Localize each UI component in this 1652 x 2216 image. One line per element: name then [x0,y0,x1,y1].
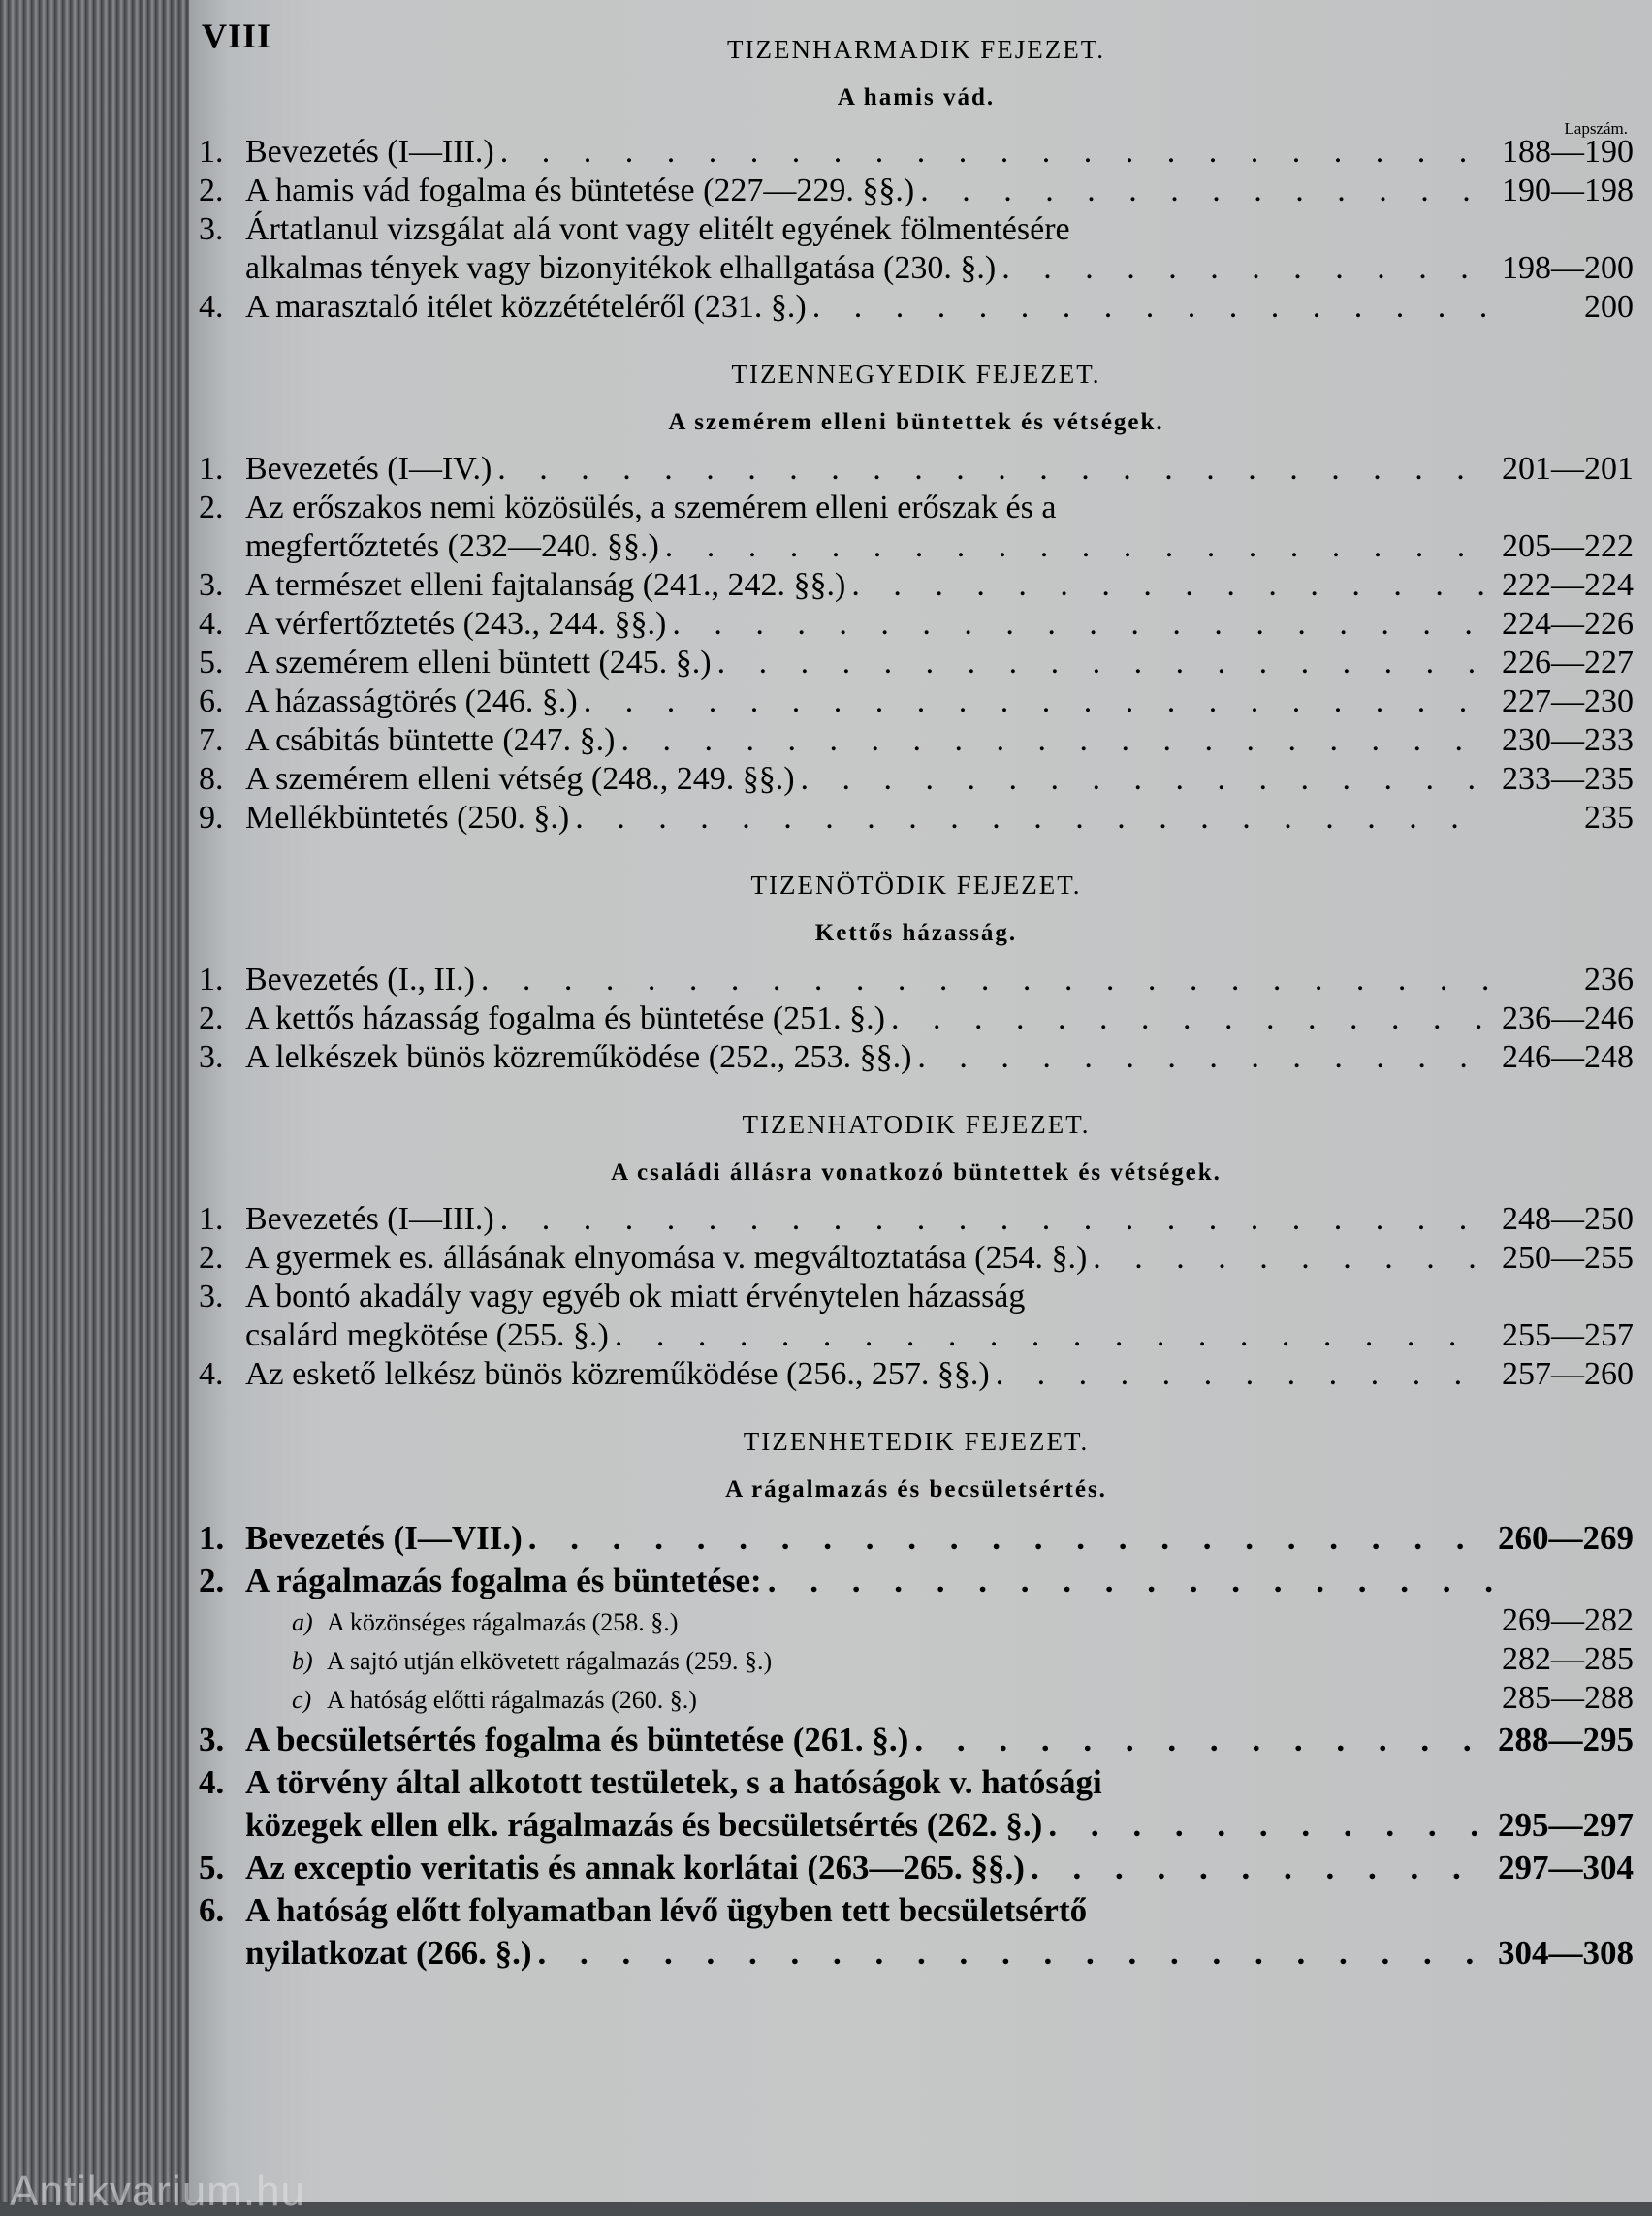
dot-leader [497,450,1492,489]
entry-pages: 236—246 [1502,1000,1634,1036]
entry-title: Az exceptio veritatis és annak korlátai (263—265. §§.) [245,1849,1025,1886]
chapter-block [199,871,1634,1077]
entry-number: 6. [199,683,224,719]
entry-number: 3. [199,567,224,603]
section-title: A családi állásra vonatkozó büntettek és vétségek. [611,1159,1222,1186]
column-header: Lapszám. [1564,119,1628,138]
section-title: A szemérem elleni büntettek és vétségek. [668,409,1164,435]
entry-title: A vérfertőztetés (243., 244. §§.) [245,606,667,642]
subentry-pages: 269—282 [1502,1602,1634,1638]
entry-pages: 222—224 [1502,567,1634,603]
dot-leader [914,1719,1492,1761]
dot-leader [584,682,1492,721]
subentry-letter: b) [292,1647,313,1675]
toc-entry [199,1038,1634,1077]
subentry-pages: 285—288 [1502,1680,1634,1716]
entry-pages: 188—190 [1502,134,1634,170]
entry-title: Mellékbüntetés (250. §.) [245,800,570,836]
dot-leader [1048,1804,1492,1847]
entry-title: A szemérem elleni büntett (245. §.) [245,645,712,681]
dot-leader [672,605,1492,644]
chapter-title: TIZENHARMADIK FEJEZET. [727,35,1105,64]
entry-title: A bontó akadály vagy egyéb ok miatt érvénytelen házasság [245,1279,1026,1314]
section-title: A hamis vád. [837,84,996,111]
entry-pages: 226—227 [1502,645,1634,681]
entry-title: A hatóság előtt folyamatban lévő ügyben tett becsületsértő [245,1891,1088,1929]
chapter-title: TIZENHETEDIK FEJEZET. [743,1427,1090,1456]
entry-title: A természet elleni fajtalanság (241., 242. §§.) [245,567,846,603]
dot-leader [500,133,1492,172]
entry-number: 2. [199,1562,225,1599]
entry-number: 4. [199,606,224,642]
chapter-block [199,1427,1634,1975]
chapter-title: TIZENNEGYEDIK FEJEZET. [731,360,1101,389]
entry-pages: 260—269 [1498,1519,1634,1557]
entry-title: Az erőszakos nemi közösülés, a szemérem elleni erőszak és a [245,490,1057,525]
chapter-title: TIZENHATODIK FEJEZET. [742,1110,1091,1139]
entry-pages: 255—257 [1502,1317,1634,1353]
entry-number: 2. [199,173,224,208]
dot-leader [1093,1239,1492,1278]
toc-entry [199,1200,1634,1239]
dot-leader [812,288,1492,327]
toc-entry-continuation [199,1316,1634,1355]
entry-number: 1. [199,134,224,170]
entry-number: 1. [199,451,224,487]
entry-number: 4. [199,1356,224,1392]
entry-pages: 236 [1584,962,1634,997]
entry-title-continued: csalárd megkötése (255. §.) [245,1317,609,1353]
entry-pages: 246—248 [1502,1039,1634,1075]
toc-entry [199,760,1634,799]
toc-entry [199,133,1634,172]
entry-pages: 235 [1584,800,1634,836]
subentry-pages: 282—285 [1502,1641,1634,1677]
entry-pages: 224—226 [1502,606,1634,642]
entry-pages: 297—304 [1498,1849,1634,1886]
toc-entry [199,644,1634,682]
toc-entry [199,1889,1634,1932]
toc-entry-continuation [199,527,1634,566]
chapter-title: TIZENÖTÖDIK FEJEZET. [750,871,1082,900]
dot-leader [891,999,1492,1038]
entry-number: 6. [199,1891,225,1929]
toc-subentry [199,1680,1634,1719]
entry-title: A becsületsértés fogalma és büntetése (261. §.) [245,1721,909,1758]
toc-entry [199,1517,1634,1560]
entry-pages: 201—201 [1502,451,1634,487]
book-page-edges [0,0,189,2202]
entry-title: A hamis vád fogalma és büntetése (227—229. §§.) [245,173,915,208]
entry-title: A törvény által alkotott testületek, s a hatóságok v. hatósági [245,1763,1102,1801]
dot-leader [481,961,1492,999]
entry-pages: 257—260 [1502,1356,1634,1392]
watermark: Antikvarium.hu [10,2168,306,2215]
dot-leader [1001,249,1492,288]
entry-number: 3. [199,1279,224,1314]
dot-leader [920,172,1492,210]
toc-entry [199,1278,1634,1316]
entry-number: 1. [199,962,224,997]
subentry-title: A sajtó utján elkövetett rágalmazás (259. §.) [327,1647,773,1675]
entry-title-continued: megfertőztetés (232—240. §§.) [245,528,659,564]
entry-title: A kettős házasság fogalma és büntetése (251. §.) [245,1000,885,1036]
entry-number: 3. [199,1039,224,1075]
section-title: A rágalmazás és becsületsértés. [725,1476,1107,1503]
entry-number: 2. [199,1000,224,1036]
subentry-letter: c) [292,1686,312,1714]
toc-entry [199,1560,1634,1602]
dot-leader [996,1355,1492,1394]
entry-number: 3. [199,211,224,247]
toc-subentry [199,1641,1634,1680]
entry-pages: 248—250 [1502,1201,1634,1237]
entry-title: Bevezetés (I—IV.) [245,451,492,487]
entry-title: Bevezetés (I—VII.) [245,1519,523,1557]
entry-pages: 198—200 [1502,250,1634,286]
entry-title: Bevezetés (I., II.) [245,962,475,997]
subentry-title: A hatóság előtti rágalmazás (260. §.) [327,1686,697,1714]
entry-title: A szemérem elleni vétség (248., 249. §§.) [245,761,795,797]
dot-leader [851,566,1492,605]
dot-leader [528,1517,1492,1560]
subentry-letter: a) [292,1608,313,1636]
subentry-title: A közönséges rágalmazás (258. §.) [327,1608,679,1636]
toc-entry-continuation [199,249,1634,288]
entry-number: 8. [199,761,224,797]
entry-number: 2. [199,1240,224,1276]
toc-entry [199,1761,1634,1804]
entry-title: A marasztaló itélet közzétételéről (231. §.) [245,289,807,325]
dot-leader [615,1316,1492,1355]
dot-leader [768,1560,1492,1602]
section-title: Kettős házasság. [814,920,1018,946]
entry-title: Bevezetés (I—III.) [245,1201,494,1237]
entry-title: Az eskető lelkész bünös közreműködése (256., 257. §§.) [245,1356,990,1392]
dot-leader [801,760,1492,799]
entry-number: 5. [199,1849,225,1886]
entry-number: 1. [199,1201,224,1237]
toc-entry [199,961,1634,999]
entry-pages: 250—255 [1502,1240,1634,1276]
toc-entry [199,1355,1634,1394]
dot-leader [575,799,1492,838]
toc-entry [199,566,1634,605]
toc-entry [199,1239,1634,1278]
toc-entry [199,605,1634,644]
entry-number: 3. [199,1721,225,1758]
dot-leader [620,721,1492,760]
entry-pages: 230—233 [1502,722,1634,758]
entry-number: 4. [199,1763,225,1801]
dot-leader [917,1038,1492,1077]
entry-pages: 190—198 [1502,173,1634,208]
toc-entry [199,799,1634,838]
entry-title: A lelkészek bünös közreműködése (252., 253. §§.) [245,1039,912,1075]
entry-title: A csábitás büntette (247. §.) [245,722,616,758]
entry-number: 4. [199,289,224,325]
entry-pages: 227—230 [1502,683,1634,719]
toc-entry [199,999,1634,1038]
dot-leader [500,1200,1492,1239]
entry-number: 1. [199,1519,225,1557]
chapter-block [199,35,1634,327]
entry-title-continued: alkalmas tények vagy bizonyitékok elhallgatása (230. §.) [245,250,997,286]
toc-entry [199,210,1634,249]
entry-title-continued: közegek ellen elk. rágalmazás és becsületsértés (262. §.) [245,1806,1043,1844]
entry-number: 2. [199,490,224,525]
entry-pages: 288—295 [1498,1721,1634,1758]
entry-title: Ártatlanul vizsgálat alá vont vagy elitélt egyének fölmentésére [245,211,1070,247]
toc-entry [199,1719,1634,1761]
toc-entry [199,1847,1634,1889]
entry-pages: 233—235 [1502,761,1634,797]
toc-entry [199,682,1634,721]
entry-pages: 304—308 [1498,1934,1634,1972]
entry-title: A házasságtörés (246. §.) [245,683,578,719]
toc-entry [199,172,1634,210]
entry-number: 5. [199,645,224,681]
entry-title: A gyermek es. állásának elnyomása v. megváltoztatása (254. §.) [245,1240,1088,1276]
toc-subentry [199,1602,1634,1641]
dot-leader [1031,1847,1492,1889]
dot-leader [538,1932,1492,1975]
chapter-block [199,1110,1634,1394]
page-number: VIII [202,16,272,55]
toc-entry [199,721,1634,760]
entry-pages: 205—222 [1502,528,1634,564]
toc-entry [199,288,1634,327]
toc-entry-continuation [199,1804,1634,1847]
dot-leader [665,527,1492,566]
table-of-contents [199,35,1634,1975]
toc-entry [199,450,1634,489]
entry-title: Bevezetés (I—III.) [245,134,494,170]
entry-title: A rágalmazás fogalma és büntetése: [245,1562,762,1599]
entry-number: 9. [199,800,224,836]
entry-pages: 295—297 [1498,1806,1634,1844]
entry-number: 7. [199,722,224,758]
dot-leader [717,644,1492,682]
entry-title-continued: nyilatkozat (266. §.) [245,1934,532,1972]
toc-entry-continuation [199,1932,1634,1975]
chapter-block [199,360,1634,838]
entry-pages: 200 [1584,289,1634,325]
toc-entry [199,489,1634,527]
